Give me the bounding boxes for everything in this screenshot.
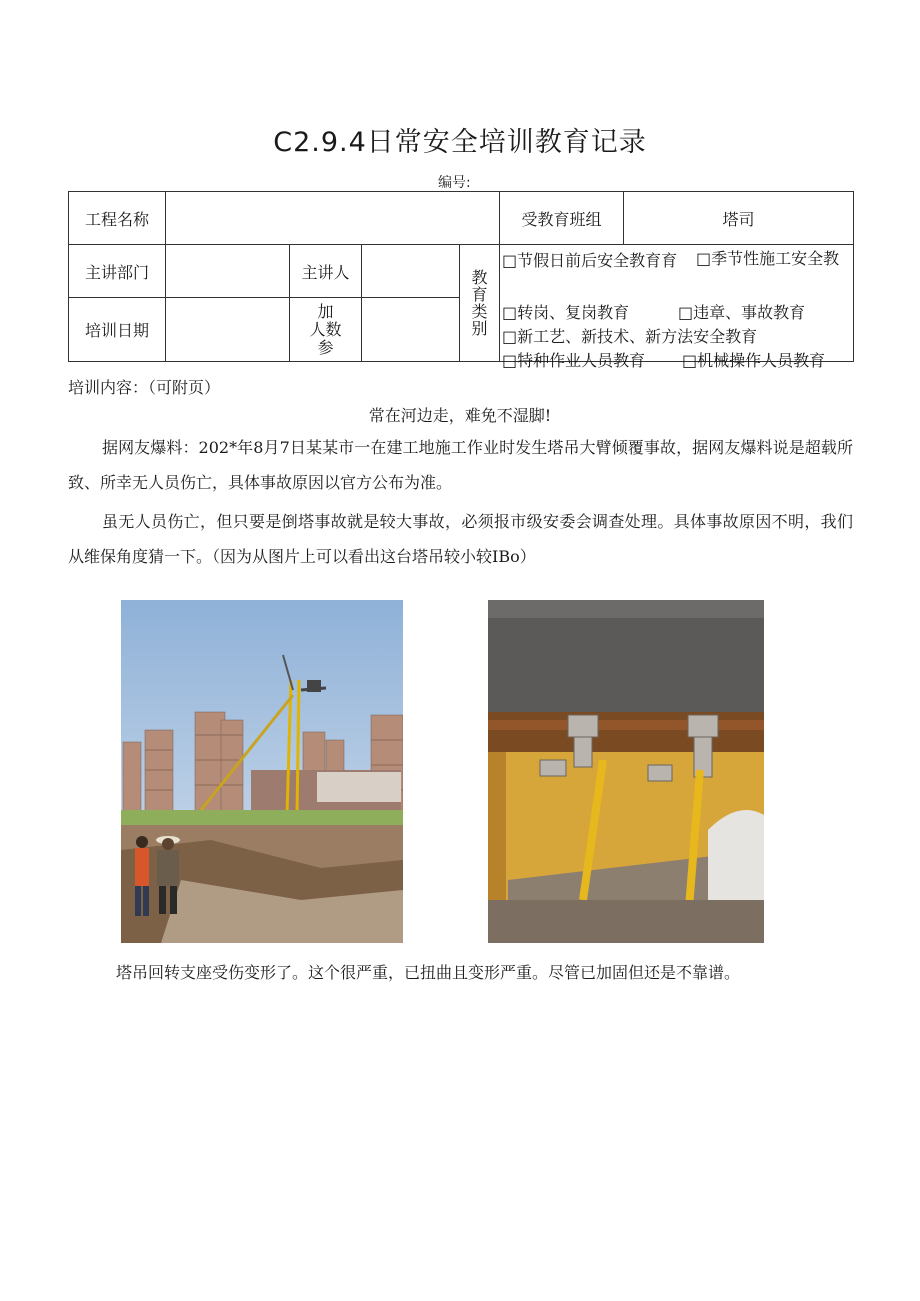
category-special-ops[interactable]: □特种作业人员教育: [502, 351, 646, 370]
speaker-field[interactable]: [362, 245, 460, 298]
category-seasonal[interactable]: □季节性施工安全教: [696, 249, 840, 268]
content-label: 培训内容：（可附页）: [68, 378, 221, 397]
category-new-tech[interactable]: □新工艺、新技术、新方法安全教育: [502, 327, 758, 346]
date-label: 培训日期: [69, 298, 166, 362]
page-title: C2.9.4日常安全培训教育记录: [273, 127, 647, 158]
speaker-label: 主讲人: [290, 245, 362, 298]
paragraph-analysis: 虽无人员伤亡，但只要是倒塔事故就是较大事故，必须报市级安委会调查处理。具体事故原因不明，我们从维保角度猜一下。（因为从图片上可以看出这台塔吊较小较IBo）: [68, 512, 853, 566]
training-record-form: [68, 191, 854, 370]
team-label: 受教育班组: [500, 192, 624, 245]
category-holiday[interactable]: □节假日前后安全教育育: [502, 251, 678, 270]
dept-label: 主讲部门: [69, 245, 166, 298]
category-transfer[interactable]: □转岗、复岗教育: [502, 303, 630, 322]
attendees-label: 加 人数 参: [290, 298, 362, 362]
category-label: 教育类别: [460, 245, 500, 362]
team-value[interactable]: 塔司: [624, 192, 854, 245]
date-field[interactable]: [166, 298, 290, 362]
category-options: [500, 245, 854, 370]
dept-field[interactable]: [166, 245, 290, 298]
photo-caption: 塔吊回转支座受伤变形了。这个很严重，已扭曲且变形严重。尽管已加固但还是不靠谱。: [116, 963, 741, 982]
slogan: 常在河边走，难免不湿脚!: [368, 406, 552, 425]
slewing-bearing-photo: [488, 600, 764, 943]
crane-site-photo: [121, 600, 403, 943]
serial-number-label: 编号:: [438, 175, 471, 191]
attendees-field[interactable]: [362, 298, 460, 362]
paragraph-incident: 据网友爆料：202*年8月7日某某市一在建工地施工作业时发生塔吊大臂倾覆事故，据网友爆料说是超载所致、所幸无人员伤亡，具体事故原因以官方公布为准。: [68, 438, 853, 492]
category-machine-ops[interactable]: □机械操作人员教育: [682, 351, 826, 370]
category-violation[interactable]: □违章、事故教育: [678, 303, 806, 322]
project-name-label: 工程名称: [69, 192, 166, 245]
project-name-field[interactable]: [166, 192, 500, 245]
